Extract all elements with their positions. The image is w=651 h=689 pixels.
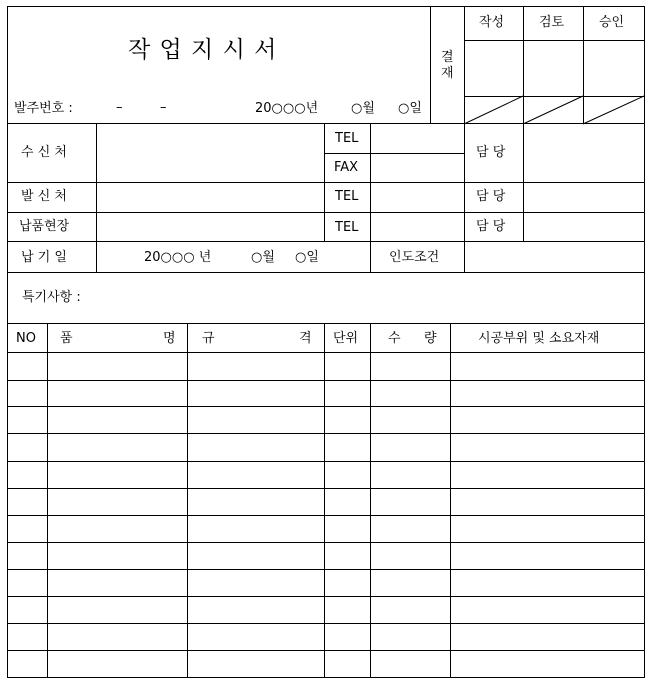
col-usage-header: 시공부위 및 소요자재 — [478, 331, 600, 346]
document-title: 작 업 지 시 서 — [128, 37, 278, 63]
issue-date-month: ○월 — [351, 101, 375, 116]
order-no-dash-2: – — [160, 100, 167, 115]
remarks-label: 특기사항 : — [22, 290, 81, 305]
sender-label: 발 신 처 — [21, 189, 67, 204]
delivery-site-label: 납품현장 — [19, 219, 70, 234]
col-spec-header-a: 규 — [202, 331, 215, 346]
delivery-terms-label: 인도조건 — [389, 250, 440, 265]
issue-date-year: 20○○○년 — [255, 101, 319, 116]
recipient-label: 수 신 처 — [21, 145, 67, 160]
col-qty-header-b: 량 — [424, 331, 437, 346]
recipient-fax-label: FAX — [334, 160, 359, 175]
issue-date-day: ○일 — [398, 101, 422, 116]
delivery-site-tel-label: TEL — [335, 220, 359, 235]
due-date-year: 20○○○ 년 — [144, 250, 212, 265]
due-date-month: ○월 — [251, 250, 275, 265]
col-spec-header-b: 격 — [299, 331, 312, 346]
col-qty-header-a: 수 — [388, 331, 401, 346]
approval-label: 결 재 — [441, 50, 454, 81]
recipient-tel-label: TEL — [335, 131, 359, 146]
col-no-header: NO — [16, 331, 36, 346]
due-date-day: ○일 — [295, 250, 319, 265]
sender-tel-label: TEL — [335, 189, 359, 204]
order-no-dash-1: – — [116, 100, 123, 115]
col-item-header-b: 명 — [163, 331, 176, 346]
delivery-site-manager-label: 담 당 — [476, 219, 506, 234]
recipient-manager-label: 담 당 — [476, 145, 506, 160]
approval-col-author: 작성 — [479, 15, 505, 30]
sender-manager-label: 담 당 — [476, 189, 506, 204]
approval-col-approve: 승인 — [599, 15, 625, 30]
col-unit-header: 단위 — [333, 331, 359, 346]
col-item-header-a: 품 — [60, 331, 73, 346]
order-no-label: 발주번호 : — [14, 101, 73, 116]
due-date-label: 납 기 일 — [21, 250, 67, 265]
approval-col-review: 검토 — [539, 15, 565, 30]
